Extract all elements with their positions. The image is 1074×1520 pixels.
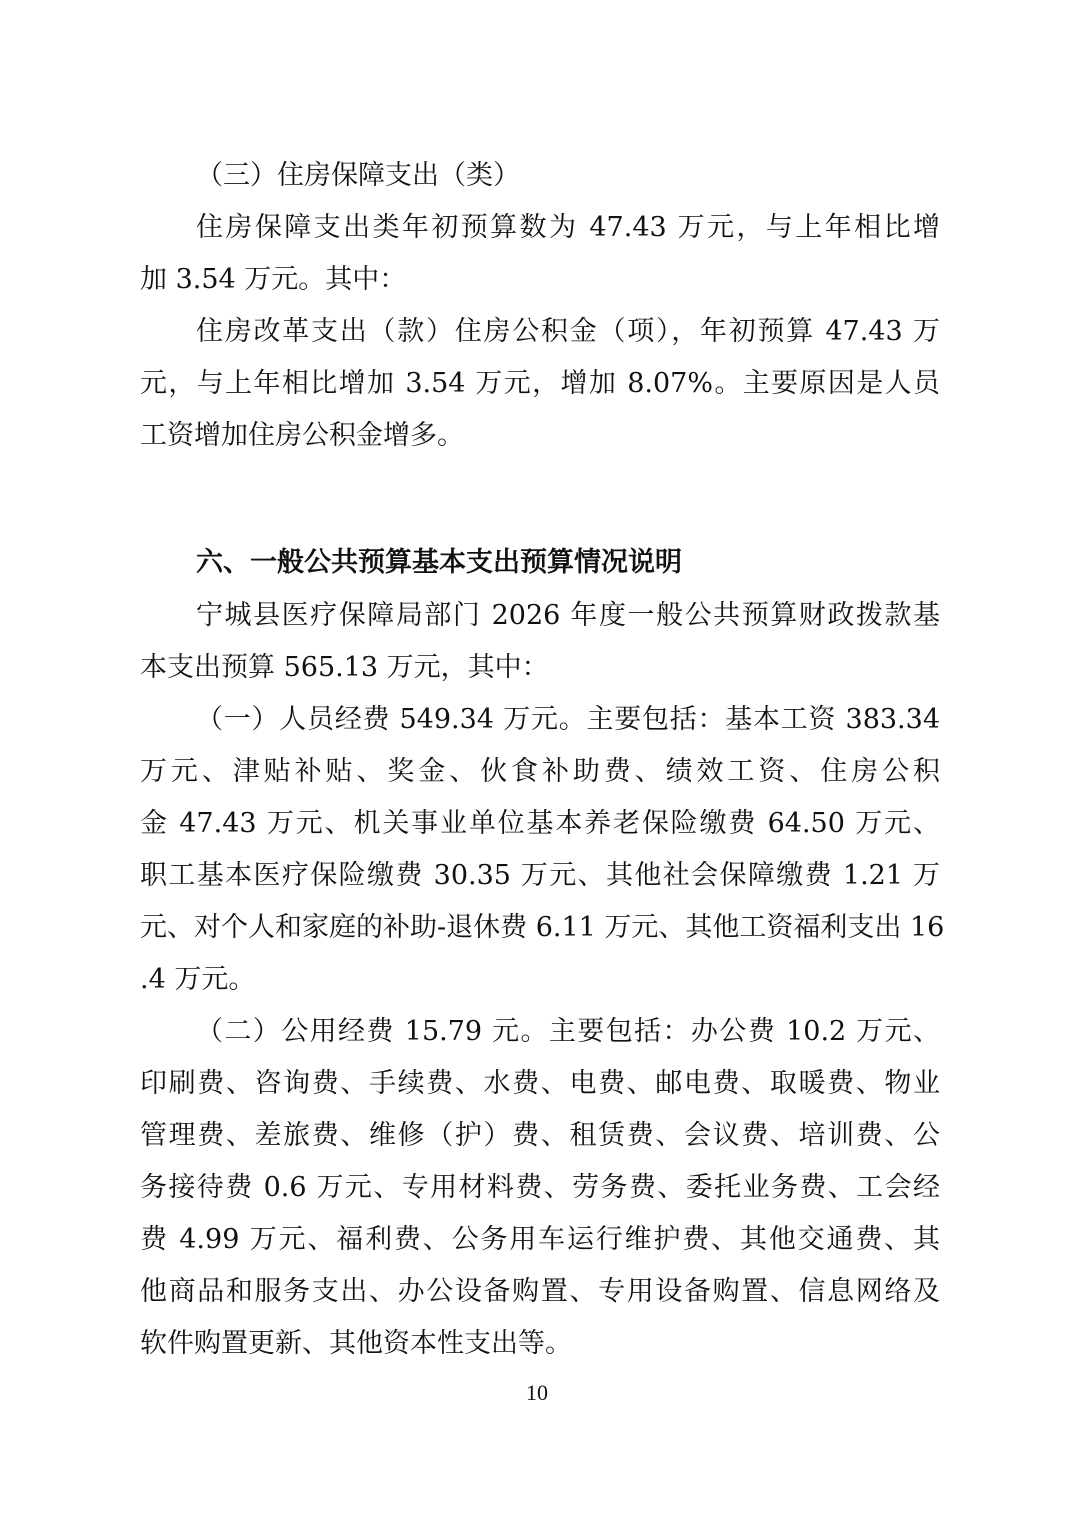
page-number: 10 bbox=[526, 1380, 548, 1405]
section-6-personnel-expense bbox=[140, 694, 945, 1006]
paragraph-line: （一）人员经费 549.34 万元。主要包括：基本工资 383.34 bbox=[196, 704, 940, 735]
paragraph-line: 金 47.43 万元、机关事业单位基本养老保险缴费 64.50 万元、 bbox=[140, 808, 940, 839]
paragraph-line: 住房改革支出（款）住房公积金（项），年初预算 47.43 万 bbox=[196, 316, 940, 347]
section-6-public-expense bbox=[140, 1006, 940, 1370]
paragraph-line: 元、对个人和家庭的补助-退休费 6.11 万元、其他工资福利支出 16 bbox=[140, 912, 945, 943]
paragraph-line: 住房保障支出类年初预算数为 47.43 万元，与上年相比增 bbox=[196, 212, 940, 243]
paragraph-line: 软件购置更新、其他资本性支出等。 bbox=[140, 1328, 572, 1359]
paragraph-line: 费 4.99 万元、福利费、公务用车运行维护费、其他交通费、其 bbox=[140, 1224, 940, 1255]
section-6-heading: 六、一般公共预算基本支出预算情况说明 bbox=[196, 547, 682, 578]
paragraph-line: 务接待费 0.6 万元、专用材料费、劳务费、委托业务费、工会经 bbox=[140, 1172, 940, 1203]
section-3-paragraph-1 bbox=[140, 202, 940, 306]
paragraph-line: 管理费、差旅费、维修（护）费、租赁费、会议费、培训费、公 bbox=[140, 1120, 940, 1151]
paragraph-line: 宁城县医疗保障局部门 2026 年度一般公共预算财政拨款基 bbox=[196, 600, 940, 631]
paragraph-line: 工资增加住房公积金增多。 bbox=[140, 420, 464, 451]
section-3-title: （三）住房保障支出（类） bbox=[196, 160, 520, 191]
paragraph-line: 元，与上年相比增加 3.54 万元，增加 8.07%。主要原因是人员 bbox=[140, 368, 940, 399]
paragraph-line: 万元、津贴补贴、奖金、伙食补助费、绩效工资、住房公积 bbox=[140, 756, 940, 787]
paragraph-line: .4 万元。 bbox=[140, 964, 256, 995]
paragraph-line: 加 3.54 万元。其中： bbox=[140, 264, 407, 295]
paragraph-line: 他商品和服务支出、办公设备购置、专用设备购置、信息网络及 bbox=[140, 1276, 940, 1307]
paragraph-line: 印刷费、咨询费、手续费、水费、电费、邮电费、取暖费、物业 bbox=[140, 1068, 940, 1099]
paragraph-line: （二）公用经费 15.79 元。主要包括：办公费 10.2 万元、 bbox=[196, 1016, 940, 1047]
paragraph-line: 本支出预算 565.13 万元，其中： bbox=[140, 652, 549, 683]
section-6-intro bbox=[140, 590, 940, 694]
paragraph-line: 职工基本医疗保险缴费 30.35 万元、其他社会保障缴费 1.21 万 bbox=[140, 860, 940, 891]
section-3-paragraph-2 bbox=[140, 306, 940, 462]
